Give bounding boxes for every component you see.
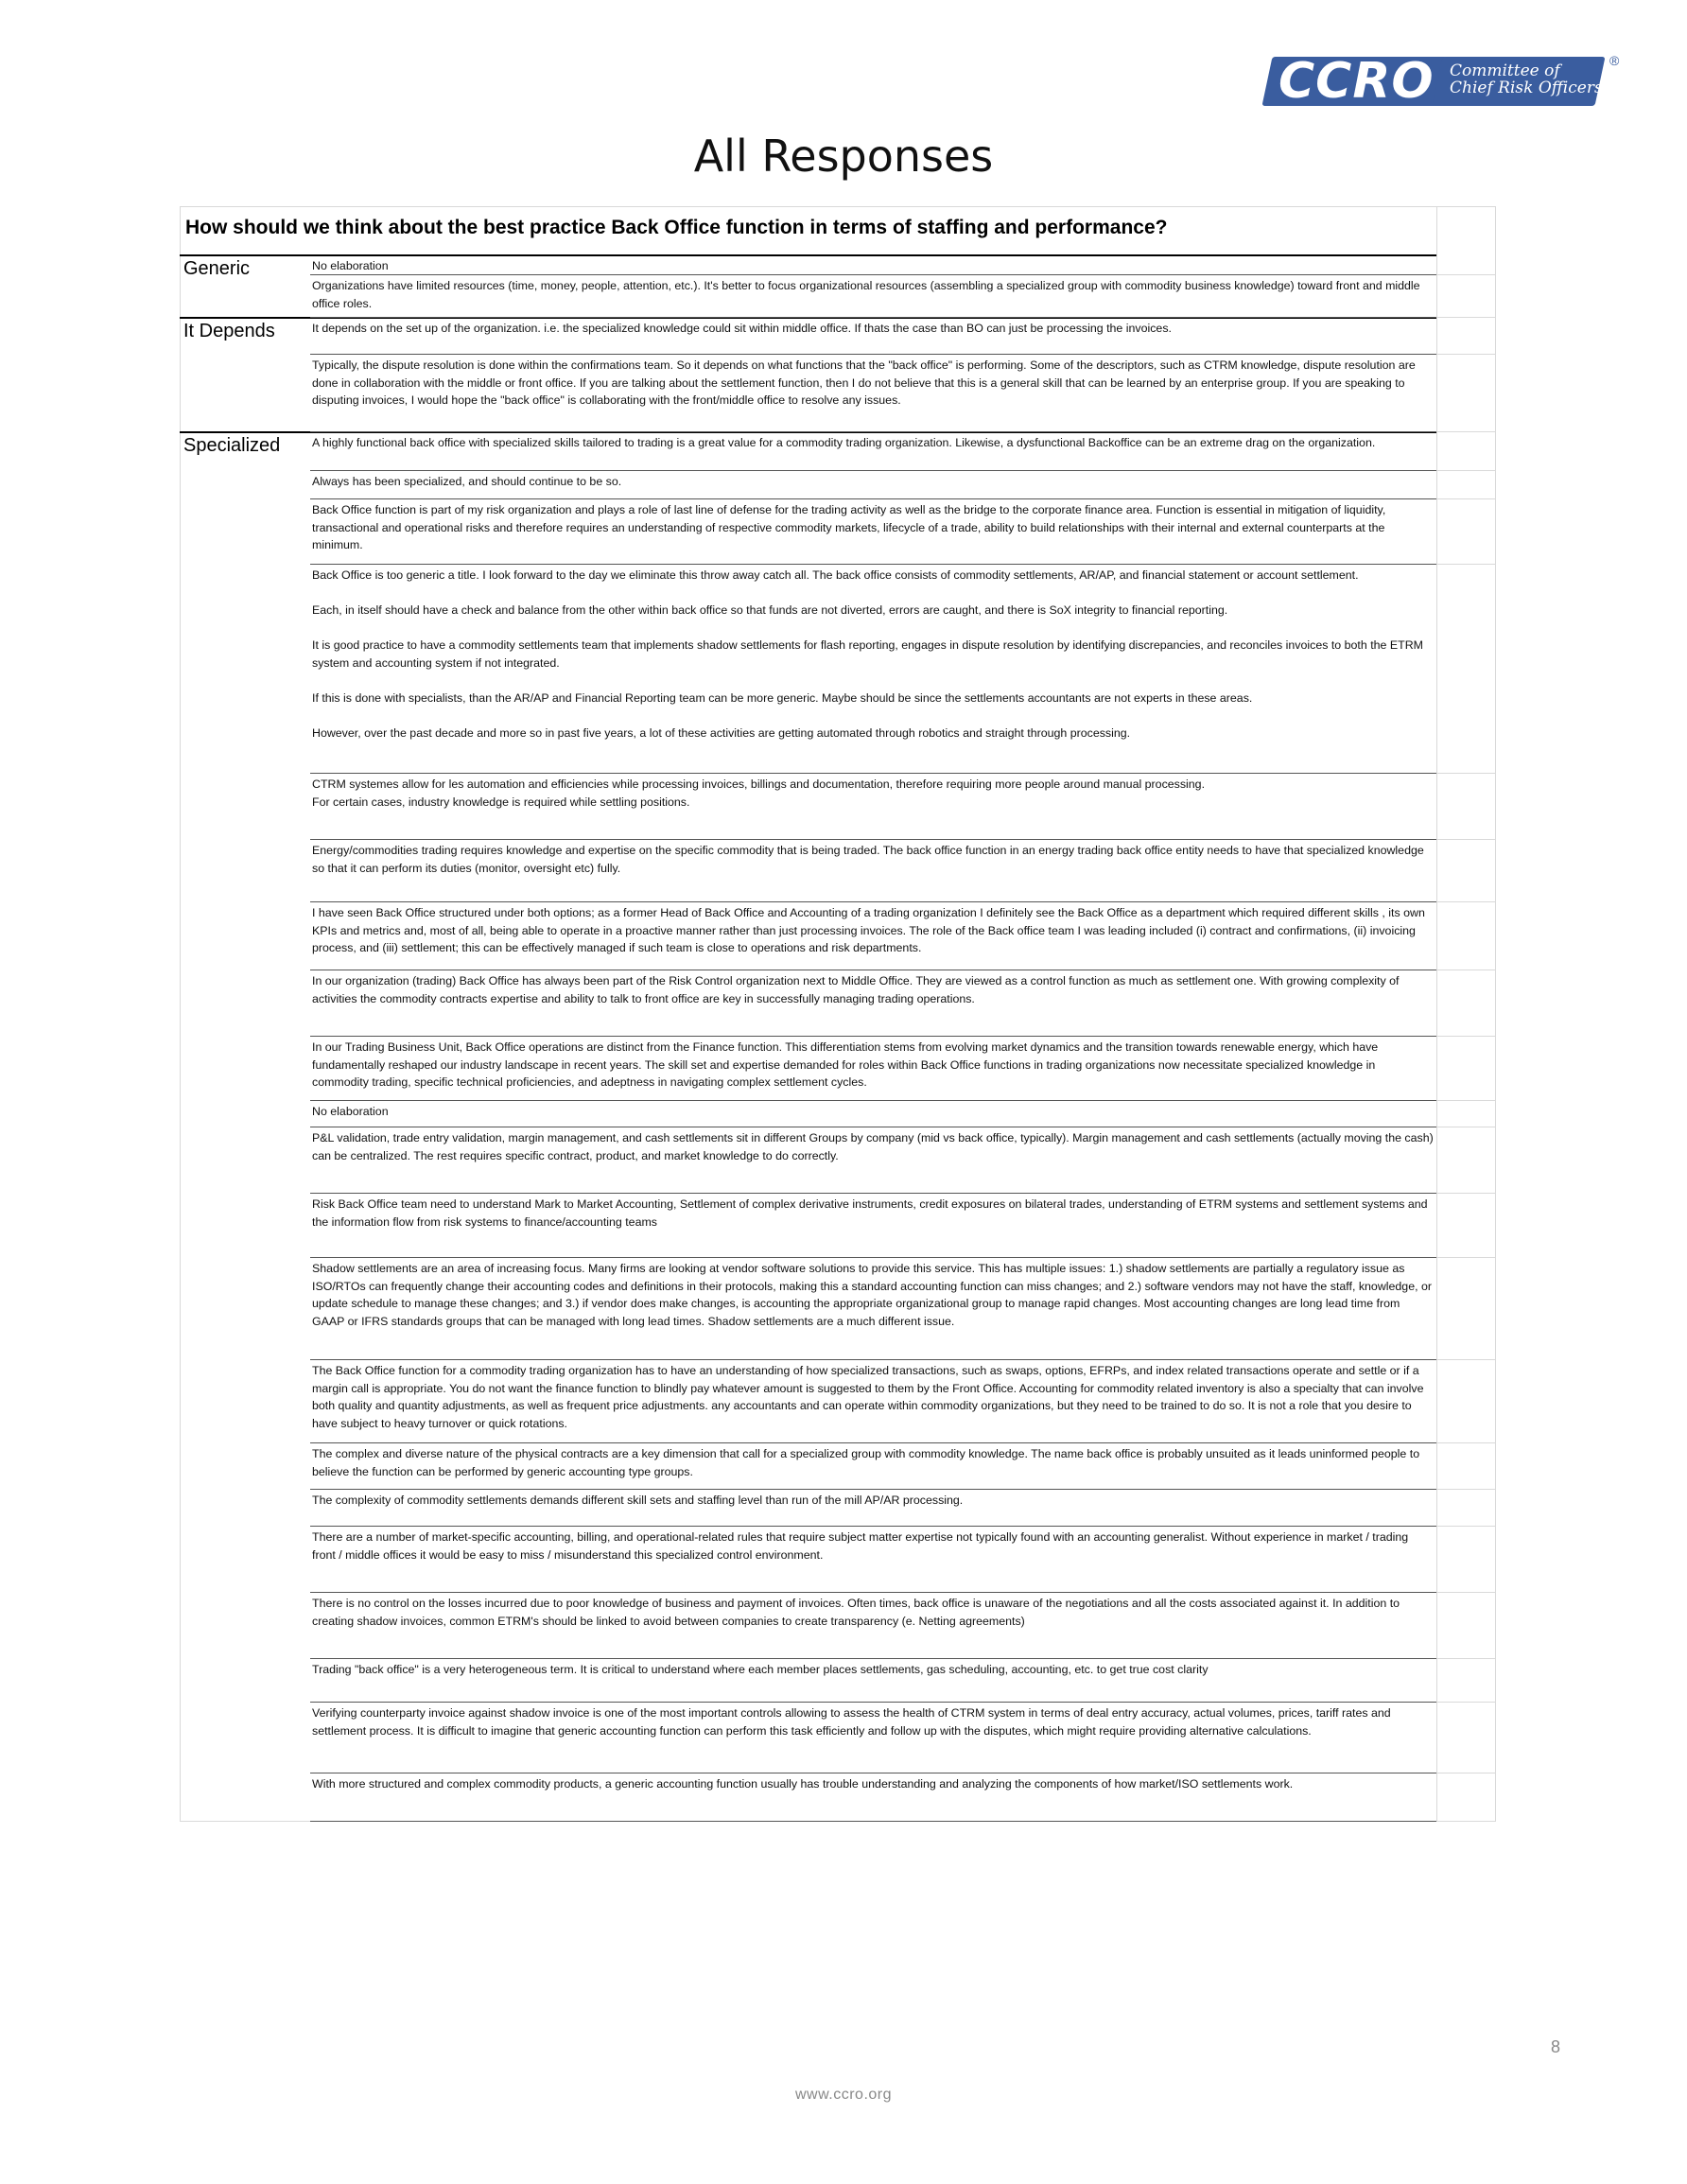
response-row [310, 1127, 1436, 1194]
response-text: There is no control on the losses incurred due to poor knowledge of business and payment of invoices. Often times, back office is unaware of the negotiations and all the costs associated against it. In addition to creating shadow invoices, common ETRM's should be linked to avoid between companies to create transparency (e. Netting agreements) [312, 1597, 1400, 1628]
gutter-gridline [1436, 1100, 1496, 1101]
gutter-gridline [1436, 901, 1496, 902]
response-row [310, 1443, 1436, 1490]
response-text: Energy/commodities trading requires knowledge and expertise on the specific commodity that is being traded. The back office function in an energy trading back office entity needs to have that specialized knowledge so that it can perform its duties (monitor, oversight etc) fully. [312, 844, 1424, 875]
gutter-gridline [1436, 773, 1496, 774]
response-row [310, 1773, 1436, 1822]
page-title: All Responses [693, 131, 994, 182]
gutter-gridline [1436, 1526, 1496, 1527]
gutter-gridline [1436, 274, 1496, 275]
gutter-gridline [1436, 564, 1496, 565]
response-row [310, 1659, 1436, 1703]
response-text: Back Office is too generic a title. I look forward to the day we eliminate this throw away catch all. The back office consists of commodity settlements, AR/AP, and financial statement or account settlement. [312, 568, 1359, 582]
response-text: Verifying counterparty invoice against shadow invoice is one of the most important controls allowing to assess the health of CTRM system in terms of deal entry accuracy, actual volumes, prices, tariff rates and settlement process. It is difficult to imagine that generic accounting function can perform this task efficiently and follow up with the disputes, which might require providing alternative calculations. [312, 1706, 1391, 1738]
logo-subtitle [1450, 62, 1603, 96]
response-row [310, 471, 1436, 499]
response-text: It is good practice to have a commodity settlements team that implements shadow settlements for flash reporting, engages in dispute resolution by identifying discrepancies, and reconciles invoices to both the ETRM system and accounting system if not integrated. [312, 638, 1423, 670]
logo-mark-text: CCRO [1278, 53, 1435, 110]
response-text: It depends on the set up of the organization. i.e. the specialized knowledge could sit within middle office. If thats the case than BO can just be processing the invoices. [312, 322, 1172, 335]
logo-subtitle-line1: Committee of [1450, 61, 1560, 80]
gutter-gridline [1436, 1821, 1496, 1822]
response-text: In our Trading Business Unit, Back Office operations are distinct from the Finance function. This differentiation stems from evolving market dynamics and the transition towards renewable energy, which have fundamentally reshaped our industry landscape in recent years. The skill set and expertise demanded for roles within Back Office functions in trading organizations now necessitate specialized knowledge in commodity trading, specific technical proficiencies, and adeptness in navigating complex settlement cycles. [312, 1040, 1379, 1090]
response-text: No elaboration [312, 1105, 389, 1118]
gutter-gridline [1436, 354, 1496, 355]
response-text: Trading "back office" is a very heterogeneous term. It is critical to understand where each member places settlements, gas scheduling, accounting, etc. to get true cost clarity [312, 1663, 1209, 1676]
response-row [310, 774, 1436, 840]
response-row [310, 499, 1436, 565]
gutter-gridline [1436, 1193, 1496, 1194]
gutter-gridline [1436, 1036, 1496, 1037]
response-row [310, 1360, 1436, 1443]
response-row [310, 1194, 1436, 1258]
response-text: Back Office function is part of my risk organization and plays a role of last line of defense for the trading activity as well as the bridge to the corporate finance area. Function is essential in mitigation of liquidity, transactional and operational risks and therefore requires an understanding of respective commodity markets, lifecycle of a trade, ability to build relationships with their internal and external counterparts at the minimum. [312, 503, 1386, 552]
response-text: In our organization (trading) Back Office has always been part of the Risk Control organization next to Middle Office. They are viewed as a control function as much as settlement one. With growing complexity of activities the commodity contracts expertise and ability to talk to front office are key in successfully managing trading operations. [312, 974, 1400, 1005]
response-text: With more structured and complex commodity products, a generic accounting function usually has trouble understanding and analyzing the components of how market/ISO settlements work. [312, 1777, 1294, 1791]
response-row [310, 840, 1436, 902]
category-label: It Depends [183, 321, 275, 341]
response-text: P&L validation, trade entry validation, margin management, and cash settlements sit in different Groups by company (mid vs back office, typically). Margin management and cash settlements (actually moving the cash) can be centralized. The rest requires specific contract, product, and market knowledge to do correctly. [312, 1131, 1434, 1162]
gutter-gridline [1436, 431, 1496, 432]
gutter-gridline [1436, 1489, 1496, 1490]
response-row [310, 1527, 1436, 1593]
gutter-gridline [1436, 839, 1496, 840]
response-row [310, 1258, 1436, 1360]
response-text: There are a number of market-specific accounting, billing, and operational-related rules that require subject matter expertise not typically found with an accounting generalist. Without experience in market / trading front / middle offices it would be easy to miss / misunderstand this specialized control environment. [312, 1530, 1409, 1562]
response-row [310, 275, 1436, 318]
response-text: If this is done with specialists, than the AR/AP and Financial Reporting team can be more generic. Maybe should be since the settlements accountants are not experts in these areas. [312, 691, 1253, 706]
gutter-gridline [1436, 1442, 1496, 1443]
response-row [310, 432, 1436, 471]
response-row [310, 1593, 1436, 1659]
response-row [310, 255, 1436, 275]
ccro-logo [1267, 53, 1626, 112]
response-text: The Back Office function for a commodity trading organization has to have an understanding of how specialized transactions, such as swaps, options, EFRPs, and index related transactions operate and settle or if a margin call is appropriate. You do not want the finance function to blindly pay whatever amount is suggested to them by the Front Office. Accounting for commodity related inventory is also a specialty that can involve both quality and quantity adjustments, as well as frequent price adjustments. any accountants and can operate within commodity organizations, but they need to be trained to do so. It is not a role that you desire to have subject to heavy turnover or quick rotations. [312, 1364, 1424, 1430]
response-text: Organizations have limited resources (time, money, people, attention, etc.). It's better to focus organizational resources (assembling a specialized group with commodity business knowledge) toward front and middle office roles. [312, 279, 1420, 310]
table-gutter-column [1436, 206, 1437, 1822]
response-row [310, 970, 1436, 1037]
category-label: Specialized [183, 435, 281, 456]
gutter-gridline [1436, 1658, 1496, 1659]
category-label: Generic [183, 258, 251, 279]
gutter-gridline [1436, 1359, 1496, 1360]
response-text: Typically, the dispute resolution is done within the confirmations team. So it depends on what functions that the "back office" is performing. Some of the descriptors, such as CTRM knowledge, dispute resolution are done in collaboration with the middle or front office. If you are talking about the settlement function, then I do not believe that this is a general skill that can be learned by an enterprise group. If you are speaking to disputing invoices, I would hope the "back office" is collaborating with the front/middle office to resolve any issues. [312, 358, 1416, 408]
response-text: The complexity of commodity settlements demands different skill sets and staffing level than run of the mill AP/AR processing. [312, 1494, 964, 1507]
gutter-gridline [1436, 1592, 1496, 1593]
response-row [310, 902, 1436, 970]
response-text: No elaboration [312, 259, 389, 272]
response-text: Risk Back Office team need to understand Mark to Market Accounting, Settlement of complex derivative instruments, credit exposures on bilateral trades, understanding of ETRM systems and settlement systems and the information flow from risk systems to finance/accounting teams [312, 1197, 1428, 1229]
gutter-gridline [1436, 1257, 1496, 1258]
gutter-gridline [1436, 1702, 1496, 1703]
response-text: Always has been specialized, and should continue to be so. [312, 475, 622, 488]
response-row [310, 1490, 1436, 1527]
footer-url: www.ccro.org [794, 2087, 893, 2103]
response-row [310, 355, 1436, 432]
survey-question: How should we think about the best practice Back Office function in terms of staffing and performance? [185, 217, 1168, 238]
response-row [310, 318, 1436, 355]
response-text: A highly functional back office with specialized skills tailored to trading is a great value for a commodity trading organization. Likewise, a dysfunctional Backoffice can be an extreme drag on the organization. [312, 436, 1376, 449]
response-text: Shadow settlements are an area of increasing focus. Many firms are looking at vendor software solutions to provide this service. This has multiple issues: 1.) shadow settlements are partially a regulatory issue as ISO/RTOs can frequently change their accounting codes and definitions in their protocols, making this a standard accounting function can miss changes; and 2.) software vendors may not have the staff, knowledge, or update schedule to manage these changes; and 3.) if vendor does make changes, is accounting the appropriate organizational group to manage rapid changes. Most accounting changes are long lead time from GAAP or IFRS standards groups that can be managed with long lead times. Shadow settlements are a much different issue. [312, 1262, 1432, 1328]
response-text: I have seen Back Office structured under both options; as a former Head of Back Office and Accounting of a trading organization I definitely see the Back Office as a department which required different skills , its own KPIs and metrics and, most of all, being able to operate in a proactive manner rather than just processing invoices. The role of the Back office team I was leading included (i) contract and confirmations, (ii) invoicing process, and (iii) settlement; this can be effectively managed if such team is close to operations and risk departments. [312, 906, 1425, 955]
response-text: However, over the past decade and more so in past five years, a lot of these activities are getting automated through robotics and straight through processing. [312, 726, 1131, 741]
response-text: The complex and diverse nature of the physical contracts are a key dimension that call for a specialized group with commodity knowledge. The name back office is probably unsuited as it leads uninformed people to believe the function can be performed by generic accounting type groups. [312, 1447, 1420, 1478]
registered-mark: ® [1609, 53, 1620, 68]
response-row [310, 1703, 1436, 1773]
response-row [310, 1037, 1436, 1101]
response-text: Each, in itself should have a check and balance from the other within back office so that funds are not diverted, errors are caught, and there is SoX integrity to financial reporting. [312, 603, 1228, 618]
response-row [310, 565, 1436, 774]
page-number: 8 [1551, 2037, 1561, 2056]
gutter-gridline [1436, 317, 1496, 318]
gutter-gridline [1436, 498, 1496, 499]
response-text: CTRM systemes allow for les automation and efficiencies while processing invoices, billings and documentation, therefore requiring more people around manual processing. For certain cases, industry knowledge is required while settling positions. [312, 778, 1206, 809]
response-row [310, 1101, 1436, 1127]
logo-subtitle-line2: Chief Risk Officers [1450, 79, 1603, 97]
gutter-gridline [1436, 470, 1496, 471]
